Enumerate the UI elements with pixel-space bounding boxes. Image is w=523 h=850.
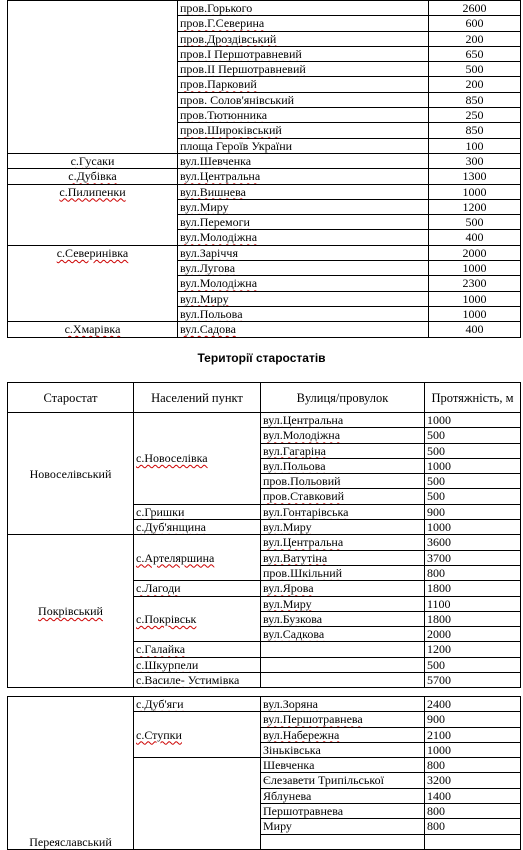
length-cell: 500: [425, 474, 521, 489]
length-cell: 1000: [429, 261, 521, 276]
street-cell: вул.Заріччя: [178, 245, 429, 260]
street-cell: Єлезавети Трипільської: [261, 773, 425, 788]
settlement-cell: с.Новоселівка: [134, 413, 261, 505]
street-cell: вул.Шевченка: [178, 153, 429, 168]
street-cell: вул.Молодіжна: [178, 230, 429, 245]
street-cell: вул.Лугова: [178, 261, 429, 276]
street-cell: вул.Миру: [178, 291, 429, 306]
length-cell: 1000: [425, 520, 521, 535]
street-cell: вул.Садова: [178, 322, 429, 337]
length-cell: 900: [425, 712, 521, 727]
length-cell: 2000: [429, 245, 521, 260]
street-cell: вул.Миру: [178, 199, 429, 214]
length-cell: 1000: [429, 291, 521, 306]
length-cell: 800: [425, 758, 521, 773]
street-cell: Зіньківська: [261, 742, 425, 757]
length-cell: 500: [425, 489, 521, 504]
length-cell: 1100: [425, 596, 521, 611]
settlement-cell-empty: [134, 758, 261, 850]
length-cell: 300: [429, 153, 521, 168]
length-cell: 500: [425, 428, 521, 443]
length-cell: 600: [429, 16, 521, 31]
street-cell: пров.Г.Северина: [178, 16, 429, 31]
street-cell: вул.Миру: [261, 596, 425, 611]
street-cell: площа Героїв України: [178, 138, 429, 153]
length-cell: 500: [429, 62, 521, 77]
street-cell: вул.Центральна: [261, 535, 425, 550]
street-cell: пров.Дроздівський: [178, 31, 429, 46]
length-cell: 500: [425, 443, 521, 458]
settlement-cell: с.Лагоди: [134, 581, 261, 596]
length-cell: 1200: [425, 642, 521, 657]
settlement-cell: с.Галайка: [134, 642, 261, 657]
length-cell: 800: [425, 819, 521, 834]
street-cell: [261, 673, 425, 688]
street-cell: вул.Гагаріна: [261, 443, 425, 458]
street-cell: пров.Ставковий: [261, 489, 425, 504]
length-cell: 800: [425, 804, 521, 819]
street-cell: вул.Молодіжна: [261, 428, 425, 443]
street-cell: пров.Горького: [178, 1, 429, 16]
street-cell: [261, 834, 425, 849]
starostat-territories-table-page2: [7, 696, 521, 850]
street-cell: вул.Перемоги: [178, 215, 429, 230]
starostat-cell: Новоселівський: [8, 413, 134, 535]
settlement-cell: с.Ступки: [134, 712, 261, 758]
length-cell: [425, 834, 521, 849]
length-cell: 850: [429, 92, 521, 107]
table-row: [8, 322, 521, 337]
length-cell: 2400: [425, 697, 521, 712]
street-cell: пров. Солов'янівський: [178, 92, 429, 107]
starostat-cell: Покрівський: [8, 535, 134, 688]
length-cell: 3200: [425, 773, 521, 788]
street-cell: вул.Вишнева: [178, 184, 429, 199]
settlement-cell: с.Северинівка: [8, 245, 178, 321]
street-cell: пров.Шкільний: [261, 565, 425, 580]
settlement-cell: с.Дуб'яги: [134, 697, 261, 712]
length-cell: 3700: [425, 550, 521, 565]
length-cell: 400: [429, 230, 521, 245]
starostat-cell: Переяславський: [8, 697, 134, 850]
col-header-street: Вулиця/провулок: [261, 383, 425, 413]
street-cell: вул.Ярова: [261, 581, 425, 596]
length-cell: 250: [429, 108, 521, 123]
settlement-cell: с.Василе- Устимівка: [134, 673, 261, 688]
settlement-cell: с.Покрівськ: [134, 596, 261, 642]
length-cell: 850: [429, 123, 521, 138]
length-cell: 1000: [425, 458, 521, 473]
settlement-cell: с.Дубівка: [8, 169, 178, 184]
length-cell: 400: [429, 322, 521, 337]
street-cell: Першотравнева: [261, 804, 425, 819]
length-cell: 1200: [429, 199, 521, 214]
length-cell: 2600: [429, 1, 521, 16]
street-cell: [261, 657, 425, 672]
length-cell: 1000: [425, 413, 521, 428]
length-cell: 200: [429, 31, 521, 46]
street-cell: пров.І Першотравневий: [178, 46, 429, 61]
street-cell: вул.Ватутіна: [261, 550, 425, 565]
street-cell: пров.Тютюнника: [178, 108, 429, 123]
street-cell: вул.Першотравнева: [261, 712, 425, 727]
streets-table-continued: [7, 0, 521, 338]
length-cell: 1800: [425, 611, 521, 626]
length-cell: 3600: [425, 535, 521, 550]
street-cell: вул.Бузкова: [261, 611, 425, 626]
table-row: [8, 153, 521, 168]
settlement-cell: с.Дуб'янщина: [134, 520, 261, 535]
settlement-cell: с.Артеляршина: [134, 535, 261, 581]
length-cell: 900: [425, 504, 521, 519]
street-cell: Яблунева: [261, 788, 425, 803]
street-cell: вул.Молодіжна: [178, 276, 429, 291]
length-cell: 100: [429, 138, 521, 153]
length-cell: 1000: [429, 306, 521, 321]
length-cell: 1000: [429, 184, 521, 199]
length-cell: 1800: [425, 581, 521, 596]
length-cell: 200: [429, 77, 521, 92]
length-cell: 650: [429, 46, 521, 61]
col-header-length: Протяжність, м: [425, 383, 521, 413]
street-cell: Миру: [261, 819, 425, 834]
length-cell: 1300: [429, 169, 521, 184]
street-cell: вул.Гонтарівська: [261, 504, 425, 519]
street-cell: пров.Широківський: [178, 123, 429, 138]
street-cell: вул.Польова: [178, 306, 429, 321]
starostat-territories-table: [7, 382, 521, 688]
table-row: [8, 1, 521, 16]
col-header-starostat: Старостат: [8, 383, 134, 413]
street-cell: вул.Польова: [261, 458, 425, 473]
col-header-settlement: Населений пункт: [134, 383, 261, 413]
length-cell: 1000: [425, 742, 521, 757]
street-cell: вул.Центральна: [178, 169, 429, 184]
street-cell: пров.ІІ Першотравневий: [178, 62, 429, 77]
length-cell: 500: [429, 215, 521, 230]
settlement-cell: с.Пилипенки: [8, 184, 178, 245]
length-cell: 2300: [429, 276, 521, 291]
length-cell: 5700: [425, 673, 521, 688]
table-row: [8, 169, 521, 184]
settlement-cell: с.Гришки: [134, 504, 261, 519]
street-cell: вул.Центральна: [261, 413, 425, 428]
street-cell: пров.Парковий: [178, 77, 429, 92]
length-cell: 2000: [425, 627, 521, 642]
street-cell: пров.Польовий: [261, 474, 425, 489]
length-cell: 1400: [425, 788, 521, 803]
section-heading: Території старостатів: [197, 351, 326, 365]
street-cell: [261, 642, 425, 657]
street-cell: вул.Садкова: [261, 627, 425, 642]
street-cell: вул.Набережна: [261, 727, 425, 742]
settlement-cell: [8, 1, 178, 154]
length-cell: 500: [425, 657, 521, 672]
length-cell: 2100: [425, 727, 521, 742]
settlement-cell: с.Шкурпели: [134, 657, 261, 672]
settlement-cell: с.Гусаки: [8, 153, 178, 168]
table-row: [8, 184, 521, 199]
street-cell: вул.Зоряна: [261, 697, 425, 712]
street-cell: вул.Миру: [261, 520, 425, 535]
street-cell: Шевченка: [261, 758, 425, 773]
length-cell: 800: [425, 565, 521, 580]
settlement-cell: с.Хмарівка: [8, 322, 178, 337]
table-row: [8, 245, 521, 260]
